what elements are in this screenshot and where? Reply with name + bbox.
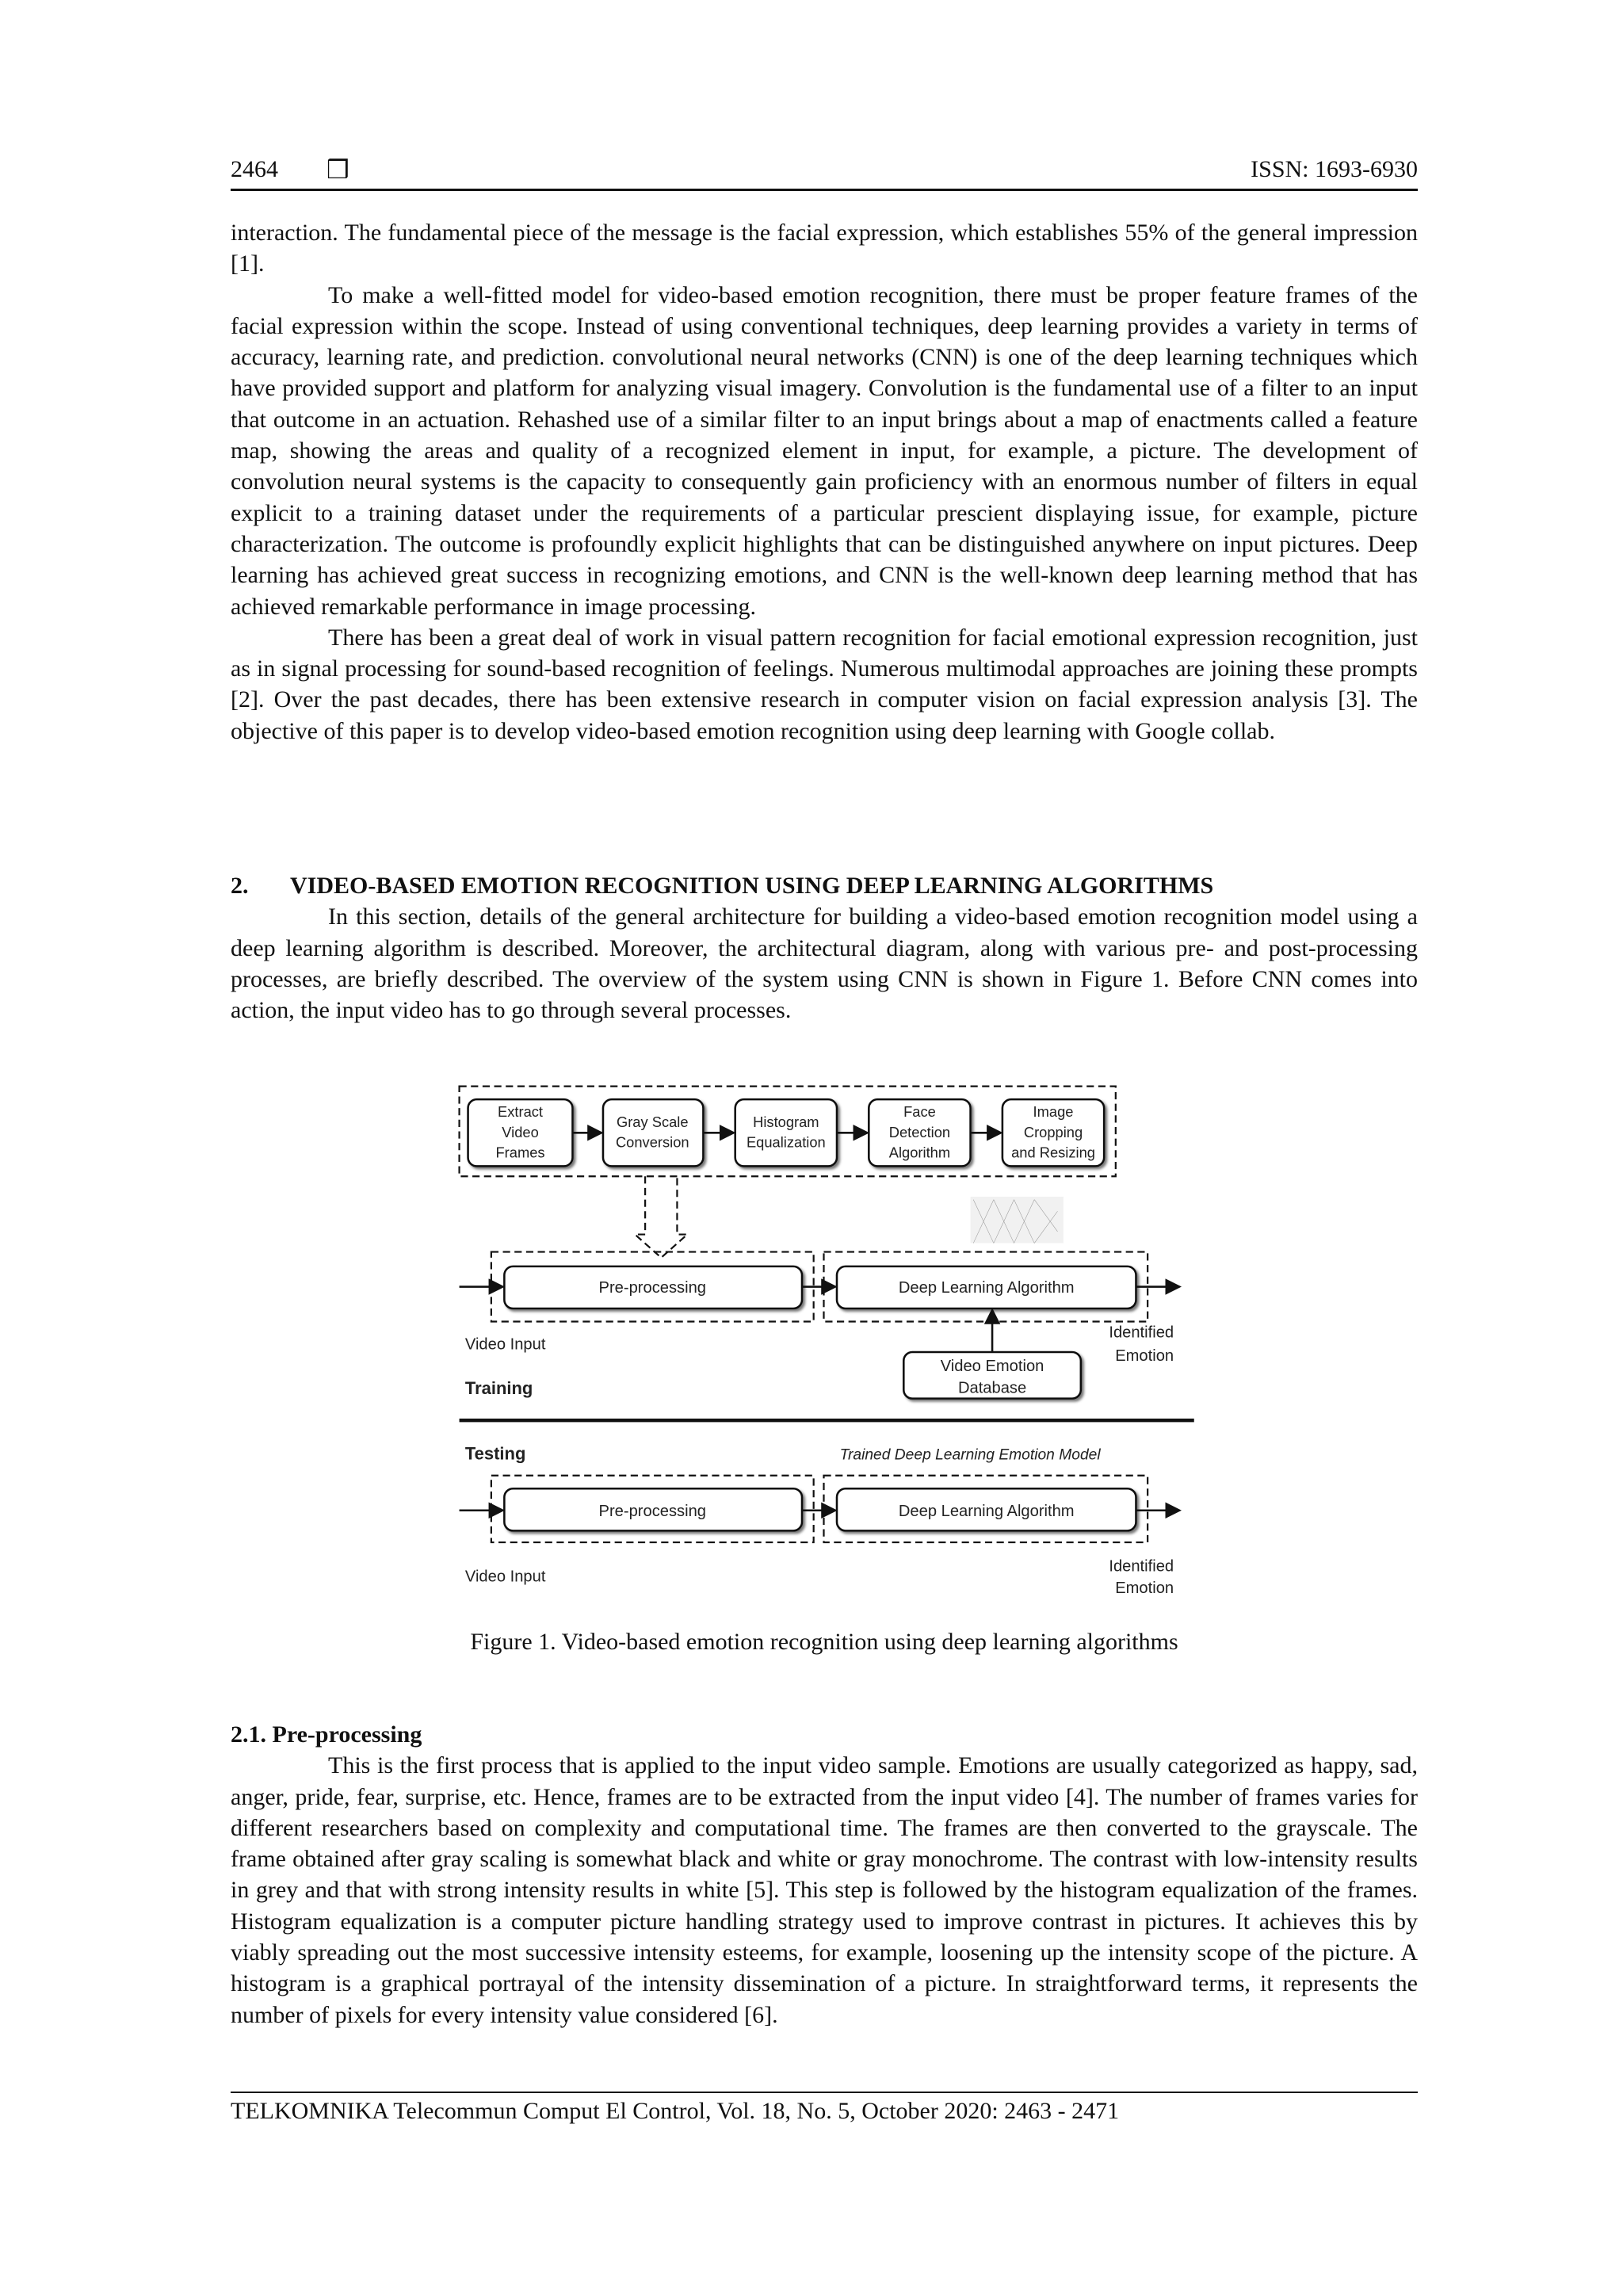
figure-caption: Figure 1. Video-based emotion recognition using deep learning algorithms xyxy=(470,1629,1178,1655)
step-label: and Resizing xyxy=(1011,1144,1095,1161)
trained-model-label: Trained Deep Learning Emotion Model xyxy=(839,1446,1101,1464)
paragraph: In this section, details of the general architecture for building a video-based emotion recognition model using a deep learning algorithm is described. Moreover, the architectural diagram, along with various pre- and post-processing processes, are briefly described. The overview of the system using CNN is shown in Figure 1. Before CNN comes into action, the input video has to go through several processes. xyxy=(231,904,1418,1024)
deep-learning-label: Deep Learning Algorithm xyxy=(898,1503,1075,1521)
section-2-1 xyxy=(231,1719,1418,2030)
preprocessing-label: Pre-processing xyxy=(598,1503,707,1521)
step-label: Detection xyxy=(888,1123,951,1140)
step-label: Conversion xyxy=(615,1133,689,1151)
paragraph: To make a well-fitted model for video-based emotion recognition, there must be proper feature frames of the facial expression within the scope. Instead of using conventional techniques, deep learning provides a variety in terms of accuracy, learning rate, and prediction. convolutional neural networks (CNN) is one of the deep learning techniques which have provided support and platform for analyzing visual imagery. Convolution is the fundamental use of a filter to an input that outcome in an actuation. Rehashed use of a similar filter to an input brings about a map of enactments called a feature map, showing the areas and quality of a recognized element in input, for example, a picture. The development of convolution neural systems is the capacity to consequently gain proficiency with an enormous number of filters in equal explicit to a training dataset under the requirements of a particular prescient displaying issue, for example, picture characterization. The outcome is profoundly explicit highlights that can be distinguished anywhere on input pictures. Deep learning has achieved great success in recognizing emotions, and CNN is the well-known deep learning method that has achieved remarkable performance in image processing. xyxy=(231,281,1418,620)
testing-label: Testing xyxy=(464,1443,526,1464)
output-label: Emotion xyxy=(1115,1580,1174,1598)
section-title: VIDEO-BASED EMOTION RECOGNITION USING DEEP LEARNING ALGORITHMS xyxy=(290,873,1214,899)
training-label: Training xyxy=(464,1378,533,1399)
step-label: Equalization xyxy=(746,1133,826,1151)
step-label: Gray Scale xyxy=(616,1113,689,1130)
footer-citation: TELKOMNIKA Telecommun Comput El Control, Vol. 18, No. 5, October 2020: 2463 - 2471 xyxy=(231,2098,1120,2124)
intro-text xyxy=(231,217,1418,747)
footer-rule xyxy=(231,2092,1418,2093)
figure-1-diagram xyxy=(436,1075,1220,1612)
paragraph: This is the first process that is applied to the input video sample. Emotions are usually categorized as happy, sad, anger, pride, fear, surprise, etc. Hence, frames are to be extracted from the input video [4]. The number of frames varies for different researchers based on complexity and computational time. The frames are then converted to the grayscale. The frame obtained after gray scaling is somewhat black and white or gray monochrome. The contrast with low-intensity results in grey and that with strong intensity results in white [5]. This step is followed by the histogram equalization of the frames. Histogram equalization is a computer picture handling strategy used to improve contrast in pictures. It achieves this by viably spreading out the most successive intensity esteems, for example, loosening up the intensity scope of the picture. A histogram is a graphical portrayal of the intensity dissemination of a picture. In straightforward terms, it represents the number of pixels for every intensity value considered [6]. xyxy=(231,1752,1418,2028)
step-label: Face xyxy=(903,1103,936,1121)
output-label: Identified xyxy=(1109,1557,1174,1576)
video-input-label: Video Input xyxy=(464,1568,546,1586)
preprocessing-label: Pre-processing xyxy=(598,1278,707,1297)
step-label: Frames xyxy=(495,1144,545,1161)
section-2 xyxy=(231,870,1418,1026)
step-label: Video xyxy=(502,1123,539,1140)
header-rule xyxy=(231,189,1418,191)
output-label: Emotion xyxy=(1115,1347,1174,1365)
output-label: Identified xyxy=(1109,1324,1174,1342)
step-label: Extract xyxy=(498,1103,544,1121)
section-number: 2. xyxy=(231,873,249,899)
dashed-arrow-icon xyxy=(635,1176,687,1258)
step-label: Image xyxy=(1033,1103,1074,1121)
database-label: Video Emotion xyxy=(940,1357,1044,1375)
video-input-label: Video Input xyxy=(464,1335,546,1354)
paragraph: interaction. The fundamental piece of the message is the facial expression, which establishes 55% of the general impression [1]. xyxy=(231,220,1418,277)
box-icon: ❒ xyxy=(327,155,349,184)
step-label: Cropping xyxy=(1023,1123,1083,1140)
section-heading xyxy=(231,870,1418,901)
neural-network-icon xyxy=(971,1197,1064,1244)
step-label: Histogram xyxy=(753,1113,819,1130)
subsection-heading xyxy=(231,1719,1418,1750)
issn: ISSN: 1693-6930 xyxy=(1251,156,1418,182)
paragraph: There has been a great deal of work in visual pattern recognition for facial emotional expression recognition, just as in signal processing for sound-based recognition of feelings. Numerous multimodal approaches are joining these prompts [2]. Over the past decades, there has been extensive research in computer vision on facial expression analysis [3]. The objective of this paper is to develop video-based emotion recognition using deep learning with Google collab. xyxy=(231,624,1418,744)
deep-learning-label: Deep Learning Algorithm xyxy=(898,1278,1075,1297)
step-label: Algorithm xyxy=(888,1144,951,1161)
subsection-number: 2.1. xyxy=(231,1721,266,1748)
page-number: 2464 xyxy=(231,156,278,182)
database-label: Database xyxy=(957,1379,1027,1397)
subsection-title: Pre-processing xyxy=(272,1721,422,1748)
